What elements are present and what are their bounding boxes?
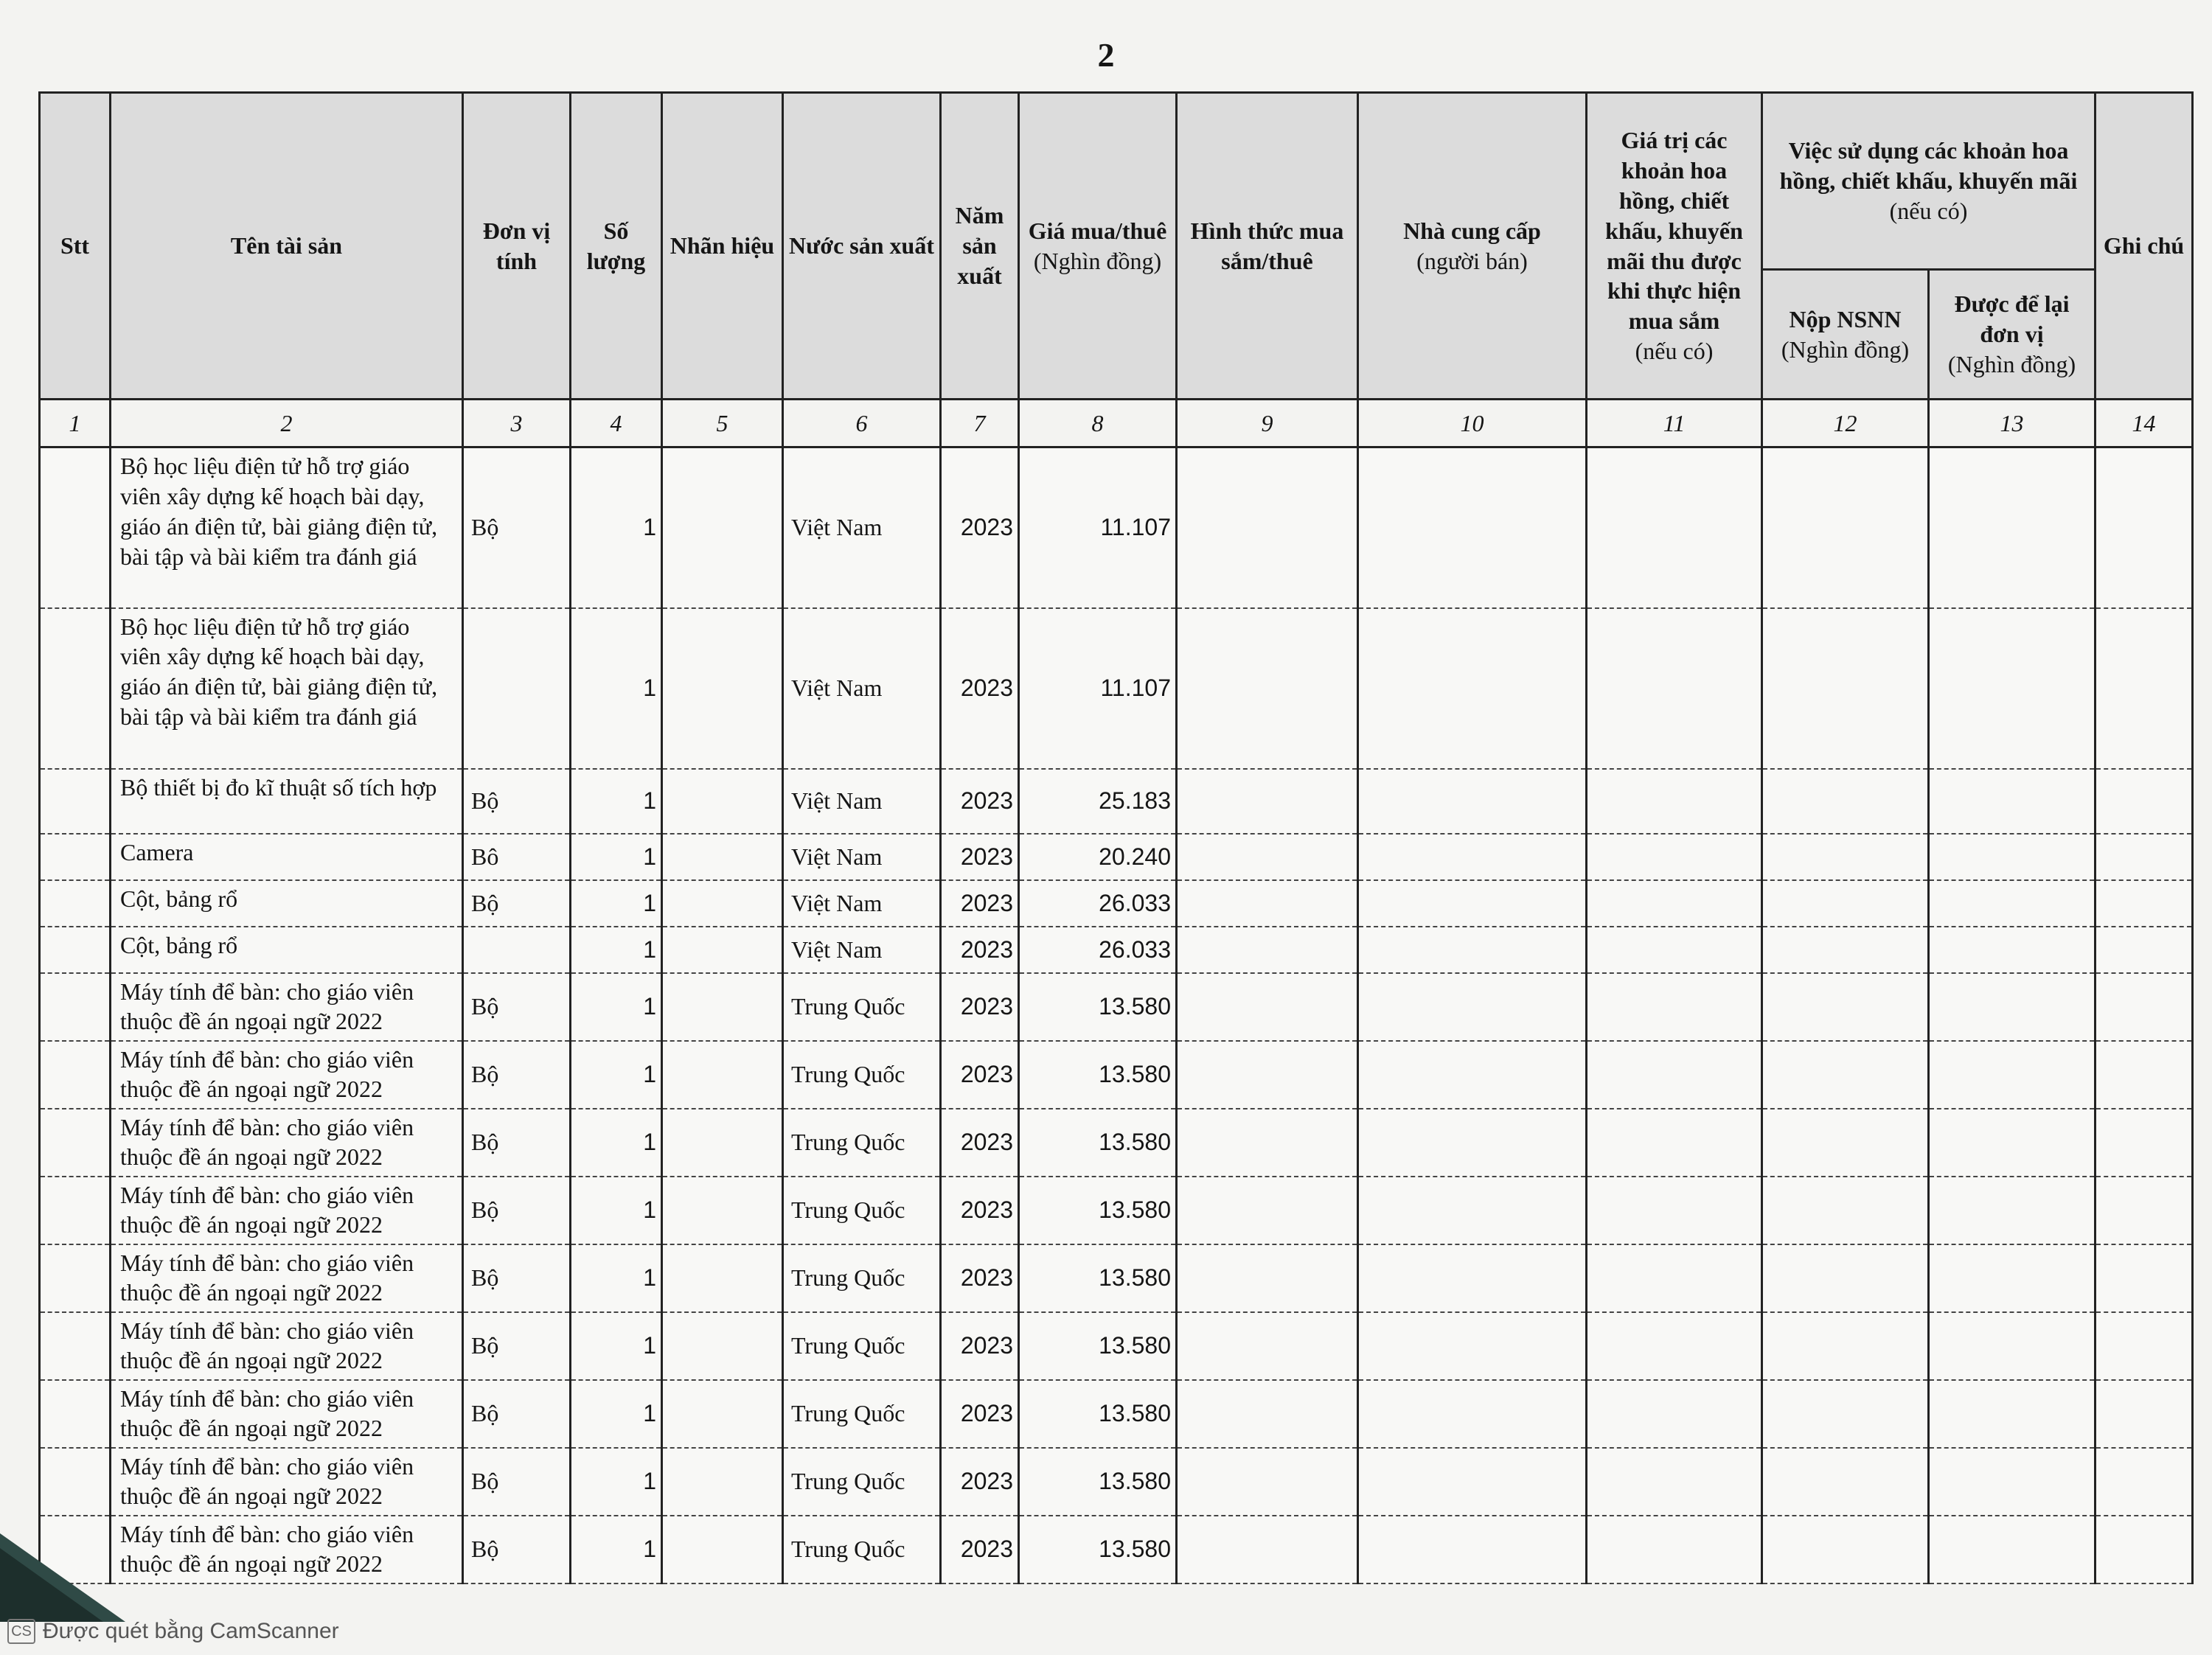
cell-country: Trung Quốc xyxy=(783,1380,941,1448)
page-number: 2 xyxy=(1097,36,1115,74)
cell-retained xyxy=(1929,1380,2096,1448)
cell-brand xyxy=(662,447,783,608)
cell-stt xyxy=(40,880,111,927)
cell-asset-name: Máy tính để bàn: cho giáo viên thuộc đề án ngoại ngữ 2022 xyxy=(111,1380,463,1448)
cell-asset-name: Máy tính để bàn: cho giáo viên thuộc đề án ngoại ngữ 2022 xyxy=(111,973,463,1041)
header-duoc-de-lai xyxy=(1929,270,2096,400)
header-nha-cung-cap xyxy=(1358,93,1587,400)
cell-stt xyxy=(40,769,111,834)
cell-unit: Bộ xyxy=(463,1244,571,1312)
table-row xyxy=(40,834,2193,880)
cell-commission xyxy=(1587,1312,1762,1380)
cell-purchase-form xyxy=(1177,1448,1358,1516)
cell-asset-name: Máy tính để bàn: cho giáo viên thuộc đề án ngoại ngữ 2022 xyxy=(111,1177,463,1244)
column-number: 6 xyxy=(783,400,941,447)
cell-brand xyxy=(662,1380,783,1448)
header-don-vi-tinh: Đơn vị tính xyxy=(463,93,571,400)
cell-unit: Bộ xyxy=(463,447,571,608)
cell-quantity: 1 xyxy=(571,1177,662,1244)
cell-price: 20.240 xyxy=(1019,834,1177,880)
header-ten-tai-san: Tên tài sản xyxy=(111,93,463,400)
column-number: 10 xyxy=(1358,400,1587,447)
header-nuoc-san-xuat: Nước sản xuất xyxy=(783,93,941,400)
cell-unit: Bộ xyxy=(463,1041,571,1109)
cell-quantity: 1 xyxy=(571,880,662,927)
cell-retained xyxy=(1929,1312,2096,1380)
column-number: 2 xyxy=(111,400,463,447)
cell-retained xyxy=(1929,1177,2096,1244)
cell-price: 13.580 xyxy=(1019,1041,1177,1109)
cell-year: 2023 xyxy=(941,1109,1019,1177)
cell-retained xyxy=(1929,834,2096,880)
cell-commission xyxy=(1587,1041,1762,1109)
cell-year: 2023 xyxy=(941,1177,1019,1244)
column-number: 13 xyxy=(1929,400,2096,447)
cell-brand xyxy=(662,973,783,1041)
cell-nop-nsnn xyxy=(1762,1109,1929,1177)
cell-note xyxy=(2096,447,2193,608)
cell-note xyxy=(2096,1041,2193,1109)
cell-stt xyxy=(40,1380,111,1448)
cell-note xyxy=(2096,1244,2193,1312)
header-nha-cung-cap-sub: (người bán) xyxy=(1416,247,1528,274)
cell-retained xyxy=(1929,927,2096,973)
cell-commission xyxy=(1587,927,1762,973)
cell-commission xyxy=(1587,973,1762,1041)
cell-quantity: 1 xyxy=(571,1244,662,1312)
header-so-luong: Số lượng xyxy=(571,93,662,400)
cell-quantity: 1 xyxy=(571,1041,662,1109)
cell-purchase-form xyxy=(1177,1109,1358,1177)
cell-stt xyxy=(40,1109,111,1177)
cell-year: 2023 xyxy=(941,1244,1019,1312)
cell-unit xyxy=(463,927,571,973)
cell-supplier xyxy=(1358,1312,1587,1380)
cell-year: 2023 xyxy=(941,608,1019,769)
header-gia-mua-thue-unit: (Nghìn đồng) xyxy=(1033,247,1162,274)
cell-asset-name: Bộ thiết bị đo kĩ thuật số tích hợp xyxy=(111,769,463,834)
cell-quantity: 1 xyxy=(571,1312,662,1380)
cell-price: 13.580 xyxy=(1019,1244,1177,1312)
table-row xyxy=(40,1312,2193,1380)
cell-year: 2023 xyxy=(941,1380,1019,1448)
cell-supplier xyxy=(1358,1448,1587,1516)
cell-unit: Bộ xyxy=(463,1177,571,1244)
cell-unit xyxy=(463,608,571,769)
cell-asset-name: Cột, bảng rổ xyxy=(111,927,463,973)
cell-supplier xyxy=(1358,608,1587,769)
cell-unit: Bộ xyxy=(463,769,571,834)
cell-note xyxy=(2096,834,2193,880)
cell-brand xyxy=(662,1109,783,1177)
cell-country: Trung Quốc xyxy=(783,1041,941,1109)
cell-commission xyxy=(1587,447,1762,608)
cell-supplier xyxy=(1358,1380,1587,1448)
cell-purchase-form xyxy=(1177,1244,1358,1312)
column-number: 3 xyxy=(463,400,571,447)
header-nop-nsnn-label: Nộp NSNN xyxy=(1789,305,1902,332)
cell-price: 13.580 xyxy=(1019,1109,1177,1177)
cell-quantity: 1 xyxy=(571,927,662,973)
cell-brand xyxy=(662,1516,783,1583)
cell-country: Việt Nam xyxy=(783,880,941,927)
cell-nop-nsnn xyxy=(1762,769,1929,834)
cell-note xyxy=(2096,1380,2193,1448)
cell-supplier xyxy=(1358,769,1587,834)
cell-purchase-form xyxy=(1177,1380,1358,1448)
column-number: 7 xyxy=(941,400,1019,447)
header-stt: Stt xyxy=(40,93,111,400)
cell-quantity: 1 xyxy=(571,1109,662,1177)
cell-purchase-form xyxy=(1177,973,1358,1041)
cell-purchase-form xyxy=(1177,1177,1358,1244)
cell-nop-nsnn xyxy=(1762,834,1929,880)
cell-nop-nsnn xyxy=(1762,608,1929,769)
cell-year: 2023 xyxy=(941,1448,1019,1516)
table-row xyxy=(40,1041,2193,1109)
header-nam-san-xuat: Năm sản xuất xyxy=(941,93,1019,400)
cell-brand xyxy=(662,1041,783,1109)
cell-country: Trung Quốc xyxy=(783,1312,941,1380)
cell-note xyxy=(2096,608,2193,769)
header-viec-su-dung-sub: (nếu có) xyxy=(1889,197,1968,224)
cell-retained xyxy=(1929,1041,2096,1109)
column-number: 9 xyxy=(1177,400,1358,447)
column-number: 1 xyxy=(40,400,111,447)
table-row xyxy=(40,1177,2193,1244)
cell-asset-name: Máy tính để bàn: cho giáo viên thuộc đề án ngoại ngữ 2022 xyxy=(111,1041,463,1109)
cell-unit: Bộ xyxy=(463,1380,571,1448)
cell-stt xyxy=(40,608,111,769)
cell-supplier xyxy=(1358,447,1587,608)
cell-price: 11.107 xyxy=(1019,447,1177,608)
header-gia-mua-thue-label: Giá mua/thuê xyxy=(1028,217,1167,244)
cell-brand xyxy=(662,1448,783,1516)
header-duoc-de-lai-sub: (Nghìn đồng) xyxy=(1947,350,2076,377)
cell-year: 2023 xyxy=(941,1516,1019,1583)
cell-commission xyxy=(1587,608,1762,769)
cell-retained xyxy=(1929,1516,2096,1583)
cell-year: 2023 xyxy=(941,927,1019,973)
cell-note xyxy=(2096,1448,2193,1516)
table-row xyxy=(40,1516,2193,1583)
cell-brand xyxy=(662,880,783,927)
header-viec-su-dung-label: Việc sử dụng các khoản hoa hồng, chiết khấu, khuyến mãi xyxy=(1779,137,2078,195)
cell-retained xyxy=(1929,1109,2096,1177)
cell-purchase-form xyxy=(1177,1041,1358,1109)
cell-stt xyxy=(40,447,111,608)
cell-asset-name: Máy tính để bàn: cho giáo viên thuộc đề án ngoại ngữ 2022 xyxy=(111,1244,463,1312)
header-ghi-chu: Ghi chú xyxy=(2096,93,2193,400)
cell-country: Trung Quốc xyxy=(783,1516,941,1583)
cell-supplier xyxy=(1358,880,1587,927)
asset-rows xyxy=(40,447,2193,1583)
cell-brand xyxy=(662,927,783,973)
cell-commission xyxy=(1587,1380,1762,1448)
cell-country: Trung Quốc xyxy=(783,1177,941,1244)
cell-commission xyxy=(1587,1177,1762,1244)
cell-year: 2023 xyxy=(941,1312,1019,1380)
cell-purchase-form xyxy=(1177,834,1358,880)
column-number: 14 xyxy=(2096,400,2193,447)
cell-nop-nsnn xyxy=(1762,1380,1929,1448)
cell-country: Việt Nam xyxy=(783,769,941,834)
cell-supplier xyxy=(1358,1244,1587,1312)
cell-commission xyxy=(1587,880,1762,927)
asset-table xyxy=(38,91,2194,1584)
header-nha-cung-cap-label: Nhà cung cấp xyxy=(1403,217,1541,244)
cell-quantity: 1 xyxy=(571,447,662,608)
cell-retained xyxy=(1929,1448,2096,1516)
cell-nop-nsnn xyxy=(1762,1448,1929,1516)
cell-price: 25.183 xyxy=(1019,769,1177,834)
cell-note xyxy=(2096,973,2193,1041)
cell-stt xyxy=(40,1312,111,1380)
cell-supplier xyxy=(1358,834,1587,880)
cell-brand xyxy=(662,1244,783,1312)
cell-year: 2023 xyxy=(941,973,1019,1041)
cell-stt xyxy=(40,973,111,1041)
header-gia-tri-hoa-hong-sub: (nếu có) xyxy=(1635,338,1714,365)
cell-year: 2023 xyxy=(941,834,1019,880)
cell-price: 13.580 xyxy=(1019,1380,1177,1448)
table-row xyxy=(40,447,2193,608)
cell-quantity: 1 xyxy=(571,1448,662,1516)
cell-note xyxy=(2096,1516,2193,1583)
cell-stt xyxy=(40,1177,111,1244)
cell-retained xyxy=(1929,1244,2096,1312)
cell-brand xyxy=(662,1312,783,1380)
cell-asset-name: Máy tính để bàn: cho giáo viên thuộc đề án ngoại ngữ 2022 xyxy=(111,1516,463,1583)
table-row xyxy=(40,927,2193,973)
cell-price: 11.107 xyxy=(1019,608,1177,769)
cell-retained xyxy=(1929,880,2096,927)
cell-nop-nsnn xyxy=(1762,1177,1929,1244)
cell-year: 2023 xyxy=(941,1041,1019,1109)
cell-supplier xyxy=(1358,927,1587,973)
header-gia-tri-hoa-hong-label: Giá trị các khoản hoa hồng, chiết khấu, khuyến mãi thu được khi thực hiện mua sắm xyxy=(1605,126,1743,335)
cell-retained xyxy=(1929,447,2096,608)
cell-commission xyxy=(1587,1244,1762,1312)
cell-purchase-form xyxy=(1177,608,1358,769)
cell-brand xyxy=(662,608,783,769)
header-nop-nsnn-sub: (Nghìn đồng) xyxy=(1781,335,1910,363)
cell-unit: Bộ xyxy=(463,880,571,927)
cell-unit: Bộ xyxy=(463,1312,571,1380)
cell-price: 13.580 xyxy=(1019,1177,1177,1244)
cell-price: 26.033 xyxy=(1019,880,1177,927)
cell-nop-nsnn xyxy=(1762,1516,1929,1583)
cell-price: 13.580 xyxy=(1019,1516,1177,1583)
cell-nop-nsnn xyxy=(1762,927,1929,973)
cell-asset-name: Máy tính để bàn: cho giáo viên thuộc đề án ngoại ngữ 2022 xyxy=(111,1312,463,1380)
cell-retained xyxy=(1929,973,2096,1041)
scan-shadow xyxy=(0,1533,125,1622)
cell-stt xyxy=(40,1041,111,1109)
cell-quantity: 1 xyxy=(571,769,662,834)
cell-brand xyxy=(662,769,783,834)
column-number-row xyxy=(40,400,2193,447)
cell-price: 13.580 xyxy=(1019,1448,1177,1516)
cell-quantity: 1 xyxy=(571,834,662,880)
cell-commission xyxy=(1587,1448,1762,1516)
cell-retained xyxy=(1929,769,2096,834)
header-nhan-hieu: Nhãn hiệu xyxy=(662,93,783,400)
cell-year: 2023 xyxy=(941,769,1019,834)
table-row xyxy=(40,769,2193,834)
cell-asset-name: Cột, bảng rổ xyxy=(111,880,463,927)
cell-price: 13.580 xyxy=(1019,973,1177,1041)
header-viec-su-dung xyxy=(1762,93,2096,270)
cell-asset-name: Máy tính để bàn: cho giáo viên thuộc đề án ngoại ngữ 2022 xyxy=(111,1448,463,1516)
column-number: 12 xyxy=(1762,400,1929,447)
cell-quantity: 1 xyxy=(571,608,662,769)
cell-year: 2023 xyxy=(941,880,1019,927)
cell-quantity: 1 xyxy=(571,1516,662,1583)
cell-purchase-form xyxy=(1177,769,1358,834)
cell-supplier xyxy=(1358,1516,1587,1583)
cell-stt xyxy=(40,1244,111,1312)
cell-retained xyxy=(1929,608,2096,769)
cell-note xyxy=(2096,769,2193,834)
cell-country: Trung Quốc xyxy=(783,1448,941,1516)
cell-supplier xyxy=(1358,1177,1587,1244)
cell-nop-nsnn xyxy=(1762,973,1929,1041)
cell-unit: Bộ xyxy=(463,973,571,1041)
cell-note xyxy=(2096,880,2193,927)
cell-asset-name: Máy tính để bàn: cho giáo viên thuộc đề án ngoại ngữ 2022 xyxy=(111,1109,463,1177)
table-row xyxy=(40,973,2193,1041)
cell-country: Việt Nam xyxy=(783,608,941,769)
cell-year: 2023 xyxy=(941,447,1019,608)
cell-stt xyxy=(40,834,111,880)
cell-unit: Bô xyxy=(463,834,571,880)
scan-footer-text: Được quét bằng CamScanner xyxy=(43,1619,339,1643)
cell-nop-nsnn xyxy=(1762,1244,1929,1312)
header-nop-nsnn xyxy=(1762,270,1929,400)
table-row xyxy=(40,1109,2193,1177)
header-row xyxy=(40,93,2193,270)
cell-stt xyxy=(40,927,111,973)
cell-asset-name: Camera xyxy=(111,834,463,880)
cell-country: Trung Quốc xyxy=(783,1109,941,1177)
cell-asset-name: Bộ học liệu điện tử hỗ trợ giáo viên xây dựng kế hoạch bài dạy, giáo án điện tử, bài giảng điện tử, bài tập và bài kiểm tra đánh giá xyxy=(111,447,463,608)
cell-purchase-form xyxy=(1177,1312,1358,1380)
cell-country: Việt Nam xyxy=(783,927,941,973)
scan-footer xyxy=(7,1619,339,1644)
cell-purchase-form xyxy=(1177,927,1358,973)
cell-country: Trung Quốc xyxy=(783,973,941,1041)
cell-supplier xyxy=(1358,1041,1587,1109)
table-row xyxy=(40,880,2193,927)
column-number: 8 xyxy=(1019,400,1177,447)
cell-note xyxy=(2096,1312,2193,1380)
cell-country: Việt Nam xyxy=(783,447,941,608)
cell-commission xyxy=(1587,1109,1762,1177)
header-hinh-thuc: Hình thức mua sắm/thuê xyxy=(1177,93,1358,400)
table-row xyxy=(40,608,2193,769)
cell-nop-nsnn xyxy=(1762,447,1929,608)
table-row xyxy=(40,1244,2193,1312)
cell-country: Trung Quốc xyxy=(783,1244,941,1312)
column-number: 11 xyxy=(1587,400,1762,447)
table-row xyxy=(40,1448,2193,1516)
cell-quantity: 1 xyxy=(571,1380,662,1448)
cell-nop-nsnn xyxy=(1762,880,1929,927)
column-number: 5 xyxy=(662,400,783,447)
cell-unit: Bộ xyxy=(463,1448,571,1516)
column-number: 4 xyxy=(571,400,662,447)
cell-note xyxy=(2096,1177,2193,1244)
cell-purchase-form xyxy=(1177,1516,1358,1583)
cell-note xyxy=(2096,1109,2193,1177)
cell-quantity: 1 xyxy=(571,973,662,1041)
cell-price: 13.580 xyxy=(1019,1312,1177,1380)
cell-purchase-form xyxy=(1177,880,1358,927)
camscanner-icon: CS xyxy=(7,1619,35,1644)
cell-asset-name: Bộ học liệu điện tử hỗ trợ giáo viên xây dựng kế hoạch bài dạy, giáo án điện tử, bài giảng điện tử, bài tập và bài kiểm tra đánh giá xyxy=(111,608,463,769)
cell-country: Việt Nam xyxy=(783,834,941,880)
header-duoc-de-lai-label: Được để lại đơn vị xyxy=(1954,290,2070,348)
table-row xyxy=(40,1380,2193,1448)
cell-brand xyxy=(662,834,783,880)
cell-unit: Bộ xyxy=(463,1516,571,1583)
cell-price: 26.033 xyxy=(1019,927,1177,973)
cell-commission xyxy=(1587,834,1762,880)
cell-commission xyxy=(1587,769,1762,834)
cell-nop-nsnn xyxy=(1762,1041,1929,1109)
cell-commission xyxy=(1587,1516,1762,1583)
cell-nop-nsnn xyxy=(1762,1312,1929,1380)
cell-supplier xyxy=(1358,1109,1587,1177)
cell-unit: Bộ xyxy=(463,1109,571,1177)
header-gia-tri-hoa-hong xyxy=(1587,93,1762,400)
cell-stt xyxy=(40,1448,111,1516)
header-gia-mua-thue xyxy=(1019,93,1177,400)
cell-note xyxy=(2096,927,2193,973)
cell-brand xyxy=(662,1177,783,1244)
cell-purchase-form xyxy=(1177,447,1358,608)
cell-supplier xyxy=(1358,973,1587,1041)
